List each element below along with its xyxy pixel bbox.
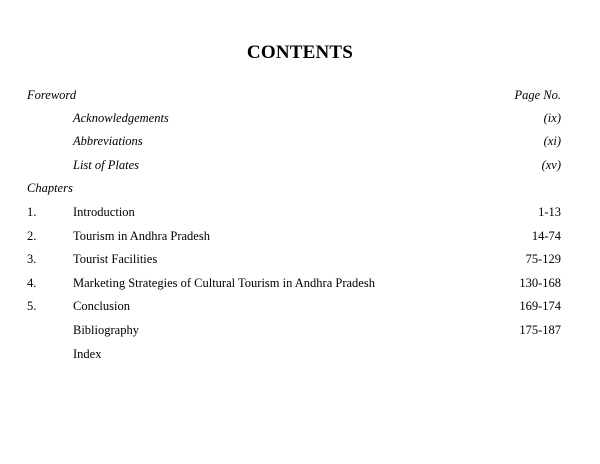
chapter-page-range: 1-13 (538, 205, 561, 219)
toc-entry-page: (xv) (541, 158, 561, 172)
toc-chapter-4 (0, 274, 600, 292)
chapter-page-range: 130-168 (519, 276, 561, 290)
toc-entry-bibliography (0, 321, 600, 339)
page-number-header: Page No. (514, 88, 561, 102)
foreword-label: Foreword (27, 88, 77, 102)
chapter-title: Tourism in Andhra Pradesh (73, 229, 210, 243)
toc-entry-page: 175-187 (519, 323, 561, 337)
chapter-title: Conclusion (73, 299, 130, 313)
chapter-number: 5. (27, 299, 37, 313)
chapter-title: Tourist Facilities (73, 252, 158, 266)
toc-entry-list-of-plates (0, 156, 600, 174)
toc-entry-label: Index (73, 347, 102, 361)
toc-entry-label: Abbreviations (73, 134, 143, 148)
toc-entry-page: (ix) (543, 111, 561, 125)
toc-entry-label: List of Plates (73, 158, 139, 172)
chapter-page-range: 169-174 (519, 299, 561, 313)
chapters-heading: Chapters (27, 181, 73, 195)
chapter-title: Marketing Strategies of Cultural Tourism in Andhra Pradesh (73, 276, 375, 290)
toc-chapter-3 (0, 250, 600, 268)
chapter-title: Introduction (73, 205, 135, 219)
chapter-number: 4. (27, 276, 37, 290)
toc-chapter-2 (0, 227, 600, 245)
chapter-page-range: 75-129 (525, 252, 561, 266)
toc-entry-acknowledgements (0, 109, 600, 127)
toc-entry-index (0, 345, 600, 363)
toc-entry-label: Bibliography (73, 323, 139, 337)
toc-chapter-5 (0, 297, 600, 315)
page-title: CONTENTS (246, 42, 354, 63)
chapters-heading-row (0, 179, 600, 197)
toc-entry-abbreviations (0, 132, 600, 150)
toc-entry-label: Acknowledgements (73, 111, 169, 125)
chapter-number: 3. (27, 252, 37, 266)
chapter-number: 1. (27, 205, 37, 219)
foreword-row (0, 86, 600, 104)
chapter-page-range: 14-74 (531, 229, 561, 243)
chapter-number: 2. (27, 229, 37, 243)
toc-chapter-1 (0, 203, 600, 221)
toc-entry-page: (xi) (543, 134, 561, 148)
